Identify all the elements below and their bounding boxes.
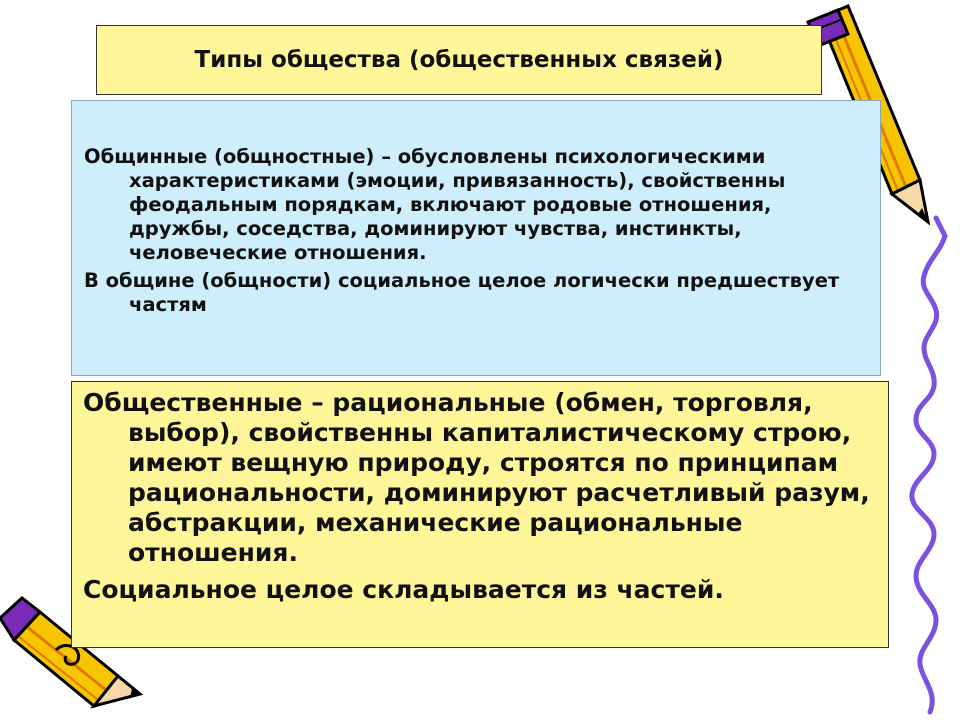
communal-paragraph-1: Общинные (общностные) – обусловлены психологическими характеристиками (эмоции, привязанность), свойственны феодальным порядкам, включают родовые отношения, дружбы, соседства, доминируют чувства, инстинкты, человеческие отношения.	[84, 145, 786, 264]
page-title: Типы общества (общественных связей)	[194, 47, 724, 73]
communal-paragraph-2: В общине (общности) социальное целое логически предшествует частям	[84, 269, 840, 316]
social-paragraph-1: Общественные – рациональные (обмен, торговля, выбор), свойственны капиталистическому строю, имеют вещную природу, строятся по принципам рациональности, доминируют расчетливый разум, абстракции, механические рациональные отношения.	[83, 388, 870, 567]
communal-box	[71, 100, 881, 376]
social-paragraph-2: Социальное целое складывается из частей.	[83, 575, 724, 604]
social-box	[71, 381, 889, 648]
title-box	[96, 25, 822, 95]
purple-squiggle-icon	[912, 218, 945, 712]
